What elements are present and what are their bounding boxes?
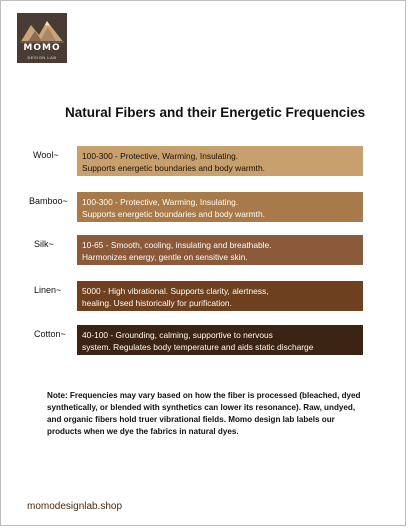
note-paragraph: Note: Frequencies may vary based on how the fiber is processed (bleached, dyed synthetically, or blended with synthetics can lower its resonance). Raw, undyed, and organic fibers hold truer vibrational fields. Momo design lab labels our products when we dye the fabrics in natural dyes.: [47, 391, 361, 436]
fiber-description-line: 100-300 - Protective, Warming, Insulating.: [82, 151, 239, 161]
logo-subtitle: DESIGN LAB: [27, 55, 57, 60]
fiber-description-line: 100-300 - Protective, Warming, Insulating.: [82, 197, 239, 207]
footer-website: momodesignlab.shop: [27, 501, 123, 512]
logo-wordmark: MOMO: [23, 43, 61, 53]
fiber-frequency-band: [77, 146, 363, 176]
fiber-description-line: system. Regulates body temperature and aids static discharge: [82, 342, 314, 352]
fiber-label: Cotton~: [34, 329, 66, 339]
brand-logo: [17, 13, 67, 63]
fiber-frequency-band: [77, 192, 363, 222]
fiber-description-line: 5000 - High vibrational. Supports clarity, alertness,: [82, 286, 269, 296]
fiber-frequency-band: [77, 235, 363, 265]
fiber-frequency-band: [77, 325, 363, 355]
fiber-description-line: Supports energetic boundaries and body warmth.: [82, 163, 265, 173]
page-title: Natural Fibers and their Energetic Frequencies: [65, 105, 366, 120]
fiber-label: Silk~: [34, 239, 54, 249]
fiber-description-line: 40-100 - Grounding, calming, supportive to nervous: [82, 330, 273, 340]
fiber-description-line: Harmonizes energy, gentle on sensitive skin.: [82, 252, 248, 262]
fiber-label: Bamboo~: [29, 196, 68, 206]
fiber-label: Wool~: [33, 150, 59, 160]
fiber-label: Linen~: [34, 285, 62, 295]
fiber-description-line: Supports energetic boundaries and body warmth.: [82, 209, 265, 219]
fiber-description-line: healing. Used historically for purification.: [82, 298, 232, 308]
fiber-frequency-band: [77, 281, 363, 311]
fiber-description-line: 10-65 - Smooth, cooling, insulating and breathable.: [82, 240, 272, 250]
